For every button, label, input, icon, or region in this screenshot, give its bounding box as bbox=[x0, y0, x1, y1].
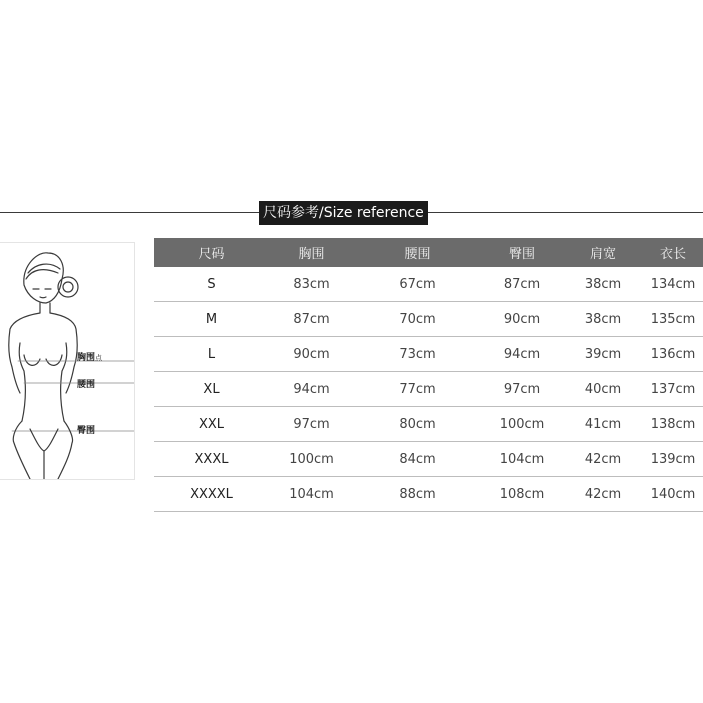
cell-hip: 90cm bbox=[481, 302, 563, 337]
chest-label: 胸围 bbox=[77, 353, 96, 363]
header-hip: 臀围 bbox=[481, 238, 563, 267]
cell-hip: 97cm bbox=[481, 372, 563, 407]
table-row bbox=[154, 442, 703, 477]
header-size: 尺码 bbox=[154, 238, 269, 267]
size-table bbox=[154, 238, 703, 512]
cell-shoulder: 41cm bbox=[563, 407, 643, 442]
cell-chest: 83cm bbox=[269, 267, 354, 302]
waist-label: 腰围 bbox=[77, 380, 96, 390]
cell-waist: 84cm bbox=[354, 442, 481, 477]
cell-length: 136cm bbox=[643, 337, 703, 372]
table-row bbox=[154, 337, 703, 372]
table-row bbox=[154, 372, 703, 407]
cell-waist: 73cm bbox=[354, 337, 481, 372]
cell-hip: 87cm bbox=[481, 267, 563, 302]
cell-chest: 100cm bbox=[269, 442, 354, 477]
header-length: 衣长 bbox=[643, 238, 703, 267]
cell-size: M bbox=[154, 302, 269, 337]
cell-chest: 104cm bbox=[269, 477, 354, 512]
cell-hip: 100cm bbox=[481, 407, 563, 442]
cell-size: XXL bbox=[154, 407, 269, 442]
cell-length: 140cm bbox=[643, 477, 703, 512]
cell-shoulder: 38cm bbox=[563, 302, 643, 337]
section-title: 尺码参考/Size reference bbox=[259, 201, 428, 225]
cell-chest: 87cm bbox=[269, 302, 354, 337]
hip-label: 臀围 bbox=[77, 426, 96, 436]
cell-length: 137cm bbox=[643, 372, 703, 407]
header-waist: 腰围 bbox=[354, 238, 481, 267]
cell-length: 134cm bbox=[643, 267, 703, 302]
cell-shoulder: 42cm bbox=[563, 477, 643, 512]
cell-size: L bbox=[154, 337, 269, 372]
cell-chest: 90cm bbox=[269, 337, 354, 372]
chest-mark: 点 bbox=[95, 354, 103, 362]
cell-shoulder: 38cm bbox=[563, 267, 643, 302]
cell-waist: 80cm bbox=[354, 407, 481, 442]
cell-chest: 94cm bbox=[269, 372, 354, 407]
table-row bbox=[154, 477, 703, 512]
table-row bbox=[154, 302, 703, 337]
cell-length: 135cm bbox=[643, 302, 703, 337]
cell-shoulder: 42cm bbox=[563, 442, 643, 477]
cell-waist: 67cm bbox=[354, 267, 481, 302]
cell-hip: 108cm bbox=[481, 477, 563, 512]
body-silhouette-icon bbox=[0, 243, 134, 479]
table-row bbox=[154, 407, 703, 442]
cell-size: XXXXL bbox=[154, 477, 269, 512]
cell-waist: 77cm bbox=[354, 372, 481, 407]
cell-size: XL bbox=[154, 372, 269, 407]
cell-waist: 88cm bbox=[354, 477, 481, 512]
header-chest: 胸围 bbox=[269, 238, 354, 267]
cell-shoulder: 40cm bbox=[563, 372, 643, 407]
cell-hip: 94cm bbox=[481, 337, 563, 372]
body-measurement-figure bbox=[0, 242, 135, 480]
cell-waist: 70cm bbox=[354, 302, 481, 337]
cell-length: 139cm bbox=[643, 442, 703, 477]
cell-chest: 97cm bbox=[269, 407, 354, 442]
table-row bbox=[154, 267, 703, 302]
cell-hip: 104cm bbox=[481, 442, 563, 477]
cell-size: XXXL bbox=[154, 442, 269, 477]
table-header-row bbox=[154, 238, 703, 267]
cell-shoulder: 39cm bbox=[563, 337, 643, 372]
cell-size: S bbox=[154, 267, 269, 302]
cell-length: 138cm bbox=[643, 407, 703, 442]
header-shoulder: 肩宽 bbox=[563, 238, 643, 267]
